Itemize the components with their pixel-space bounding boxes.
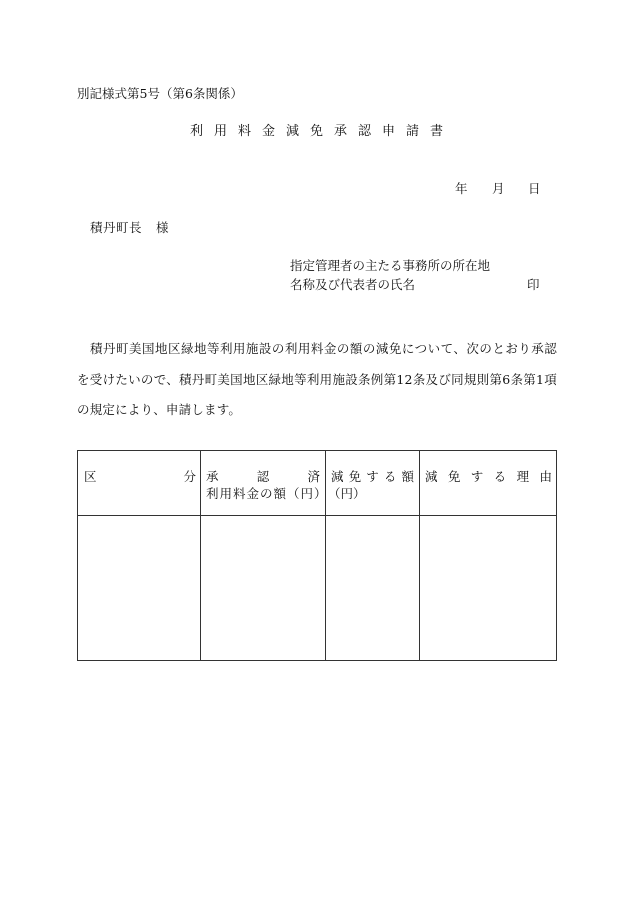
addressee-name: 積丹町長 [90, 220, 143, 235]
header-text: る [493, 469, 507, 484]
header-text: す [470, 469, 484, 484]
applicant-name-label: 名称及び代表者の氏名 [290, 277, 416, 292]
form-number: 別記様式第5号（第6条関係） [77, 86, 243, 101]
header-reduction-reason [425, 469, 552, 485]
date-month-label: 月 [492, 181, 505, 196]
header-category [84, 469, 196, 485]
addressee [90, 218, 169, 236]
header-text: る [383, 469, 397, 484]
reduction-table [77, 450, 557, 661]
header-text: 減 [425, 469, 438, 484]
header-text: 減 [331, 469, 344, 484]
table-divider [325, 451, 326, 660]
date-day-label: 日 [528, 181, 541, 196]
table-header-divider [78, 515, 556, 516]
seal-mark: 印 [527, 277, 540, 292]
header-reduction-amount-line2: （円） [328, 486, 366, 501]
header-reduction-amount-line1 [331, 469, 414, 485]
header-text: 免 [348, 469, 362, 484]
header-text: 分 [183, 469, 196, 484]
table-divider [419, 451, 420, 660]
header-text: 認 [256, 469, 270, 484]
header-approved-fee-line2: 利用料金の額（円） [206, 486, 328, 501]
applicant-address-label: 指定管理者の主たる事務所の所在地 [290, 258, 491, 273]
header-text: 承 [206, 469, 219, 484]
header-text: 由 [539, 469, 552, 484]
document-title: 利用料金減免承認申請書 [190, 124, 455, 139]
date-year-label: 年 [455, 181, 468, 196]
header-text: 済 [307, 469, 320, 484]
header-text: 額 [401, 469, 414, 484]
header-text: 免 [447, 469, 461, 484]
addressee-honorific: 様 [156, 220, 170, 235]
header-text: 区 [84, 469, 97, 484]
header-text: す [366, 469, 379, 484]
header-text: 理 [516, 469, 530, 484]
application-statement: 積丹町美国地区緑地等利用施設の利用料金の額の減免について、次のとおり承認を受けたいので、積丹町美国地区緑地等利用施設条例第12条及び同規則第6条第1項の規定により、申請します。 [77, 341, 557, 417]
header-approved-fee-line1 [206, 469, 320, 485]
table-divider [200, 451, 201, 660]
